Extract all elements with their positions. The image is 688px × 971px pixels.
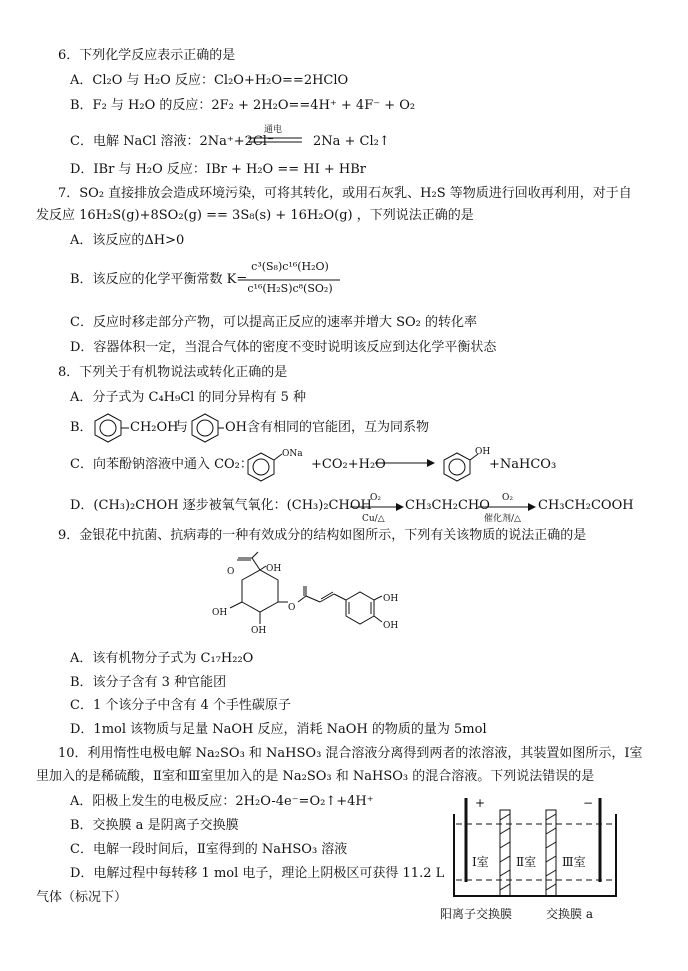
q9-stem: 9．金银花中抗菌、抗病毒的一种有效成分的结构如图所示，下列有关该物质的说法正确的是 [58, 528, 587, 543]
q8-stem: 8．下列关于有机物说法或转化正确的是 [58, 365, 288, 380]
q8-d-condition-2: 催化剂/△ [484, 514, 521, 524]
q6-option-d: D．IBr 与 H₂O 反应：IBr + H₂O == HI + HBr [70, 162, 366, 177]
q10-membrane-a-label: 交换膜 a [546, 907, 593, 921]
q8-benzyl-ring-icon [93, 413, 127, 443]
q9-struct-oh-1: OH [266, 564, 282, 574]
q7-option-a: A．该反应的ΔH>0 [70, 233, 185, 248]
q6-option-a: A．Cl₂O 与 H₂O 反应：Cl₂O+H₂O==2HClO [70, 73, 349, 88]
q8-sodium-phenoxide-icon [246, 452, 286, 482]
q8-d-condition-1: Cu/△ [362, 514, 385, 524]
q8-c-mid: +CO₂+H₂O [311, 457, 386, 472]
q10-room-2-label: Ⅱ室 [516, 855, 537, 869]
q9-option-b: B．该分子含有 3 种官能团 [70, 675, 227, 690]
q10-stem-line1: 10．利用惰性电极电解 Na₂SO₃ 和 NaHSO₃ 混合溶液分离得到两者的浓溶液，其装置如图所示，Ⅰ室 [58, 746, 643, 761]
q8-d-mid: CH₃CH₂CHO [405, 498, 490, 513]
q8-option-a: A．分子式为 C₄H₉Cl 的同分异构有 5 种 [70, 390, 306, 405]
q8-b-post: 含有相同的官能团，互为同系物 [247, 420, 430, 435]
q7-stem-line1: 7．SO₂ 直接排放会造成环境污染，可将其转化，或用石灰乳、H₂S 等物质进行回收再利用，对于自 [58, 186, 632, 201]
q8-c-sub1: ONa [282, 449, 303, 459]
q8-c-reaction-arrow [375, 458, 435, 468]
q10-stem-line2: 里加入的是稀硫酸，Ⅱ室和Ⅲ室里加入的是 Na₂SO₃ 和 NaHSO₃ 的混合溶液。下列说法错误的是 [36, 769, 595, 784]
q9-struct-o-carbonyl: O [227, 567, 235, 577]
q6-option-c-post: 2Na + Cl₂↑ [313, 134, 390, 149]
q8-d-reagent-1: O₂ [370, 493, 381, 503]
q10-cation-membrane-label: 阳离子交换膜 [440, 907, 513, 921]
q7-k-numerator: c³(S₈)c¹⁶(H₂O) [251, 260, 329, 273]
q8-c-post: +NaHCO₃ [489, 457, 557, 472]
q8-d-reagent-2: O₂ [502, 493, 513, 503]
q9-struct-oh-3: OH [251, 626, 267, 636]
q8-c-sub2: OH [475, 447, 491, 457]
q7-option-d: D．容器体积一定，当混合气体的密度不变时说明该反应到达化学平衡状态 [70, 340, 497, 355]
q6-option-b: B．F₂ 与 H₂O 的反应：2F₂ + 2H₂O==4H⁺ + 4F⁻ + O₂ [70, 98, 416, 113]
q9-struct-oh-4: OH [383, 594, 399, 604]
q10-option-b: B．交换膜 a 是阴离子交换膜 [70, 818, 239, 833]
q8-option-b-label: B． [70, 420, 93, 435]
q8-option-c-pre: C．向苯酚钠溶液中通入 CO₂： [70, 457, 253, 472]
q9-struct-oh-5: OH [383, 621, 399, 631]
q9-option-a: A．该有机物分子式为 C₁₇H₂₂O [70, 651, 254, 666]
q8-option-d-pre: D．(CH₃)₂CHOH 逐步被氧气氧化：(CH₃)₂CHOH [70, 498, 372, 513]
q9-option-c: C．1 个该分子中含有 4 个手性碳原子 [70, 698, 291, 713]
q7-fraction-bar [240, 279, 340, 281]
q9-option-d: D．1mol 该物质与足量 NaOH 反应，消耗 NaOH 的物质的量为 5mol [70, 722, 487, 737]
q10-option-c: C．电解一段时间后，Ⅱ室得到的 NaHSO₃ 溶液 [70, 842, 348, 857]
q10-room-3-label: Ⅲ室 [562, 855, 586, 869]
q7-option-c: C．反应时移走部分产物，可以提高正反应的速率并增大 SO₂ 的转化率 [70, 315, 477, 330]
q8-phenol-ring-icon [190, 413, 224, 443]
q9-struct-oh-2: OH [212, 608, 228, 618]
q6-electrolysis-condition: 通电 [264, 125, 283, 135]
q10-room-1-label: Ⅰ室 [472, 855, 489, 869]
q10-option-a: A．阳极上发生的电极反应：2H₂O-4e⁻=O₂↑+4H⁺ [70, 794, 374, 809]
q7-k-denominator: c¹⁶(H₂S)c⁸(SO₂) [247, 282, 333, 295]
q7-stem-line2: 发反应 16H₂S(g)+8SO₂(g) == 3S₈(s) + 16H₂O(g) ，下列说法正确的是 [36, 208, 474, 223]
q6-option-c-pre: C．电解 NaCl 溶液：2Na⁺+2Cl⁻ [70, 134, 274, 149]
q7-option-b-pre: B．该反应的化学平衡常数 K= [70, 272, 248, 287]
q10-option-d-line2: 气体（标况下） [36, 890, 128, 905]
q10-cathode-minus-sign: − [583, 796, 594, 810]
q8-b-sub2: OH [225, 420, 247, 435]
q8-b-mid: 与 [175, 420, 189, 435]
q9-struct-o-ester: O [288, 603, 296, 613]
q10-anode-plus-sign: + [475, 796, 486, 810]
q10-option-d-line1: D．电解过程中每转移 1 mol 电子，理论上阴极区可获得 11.2 L [70, 866, 445, 881]
q6-stem: 6．下列化学反应表示正确的是 [58, 48, 236, 63]
q8-b-sub1: CH₂OH [130, 420, 179, 435]
q6-equation-double-line [248, 137, 304, 145]
q8-d-post: CH₃CH₂COOH [538, 498, 634, 513]
